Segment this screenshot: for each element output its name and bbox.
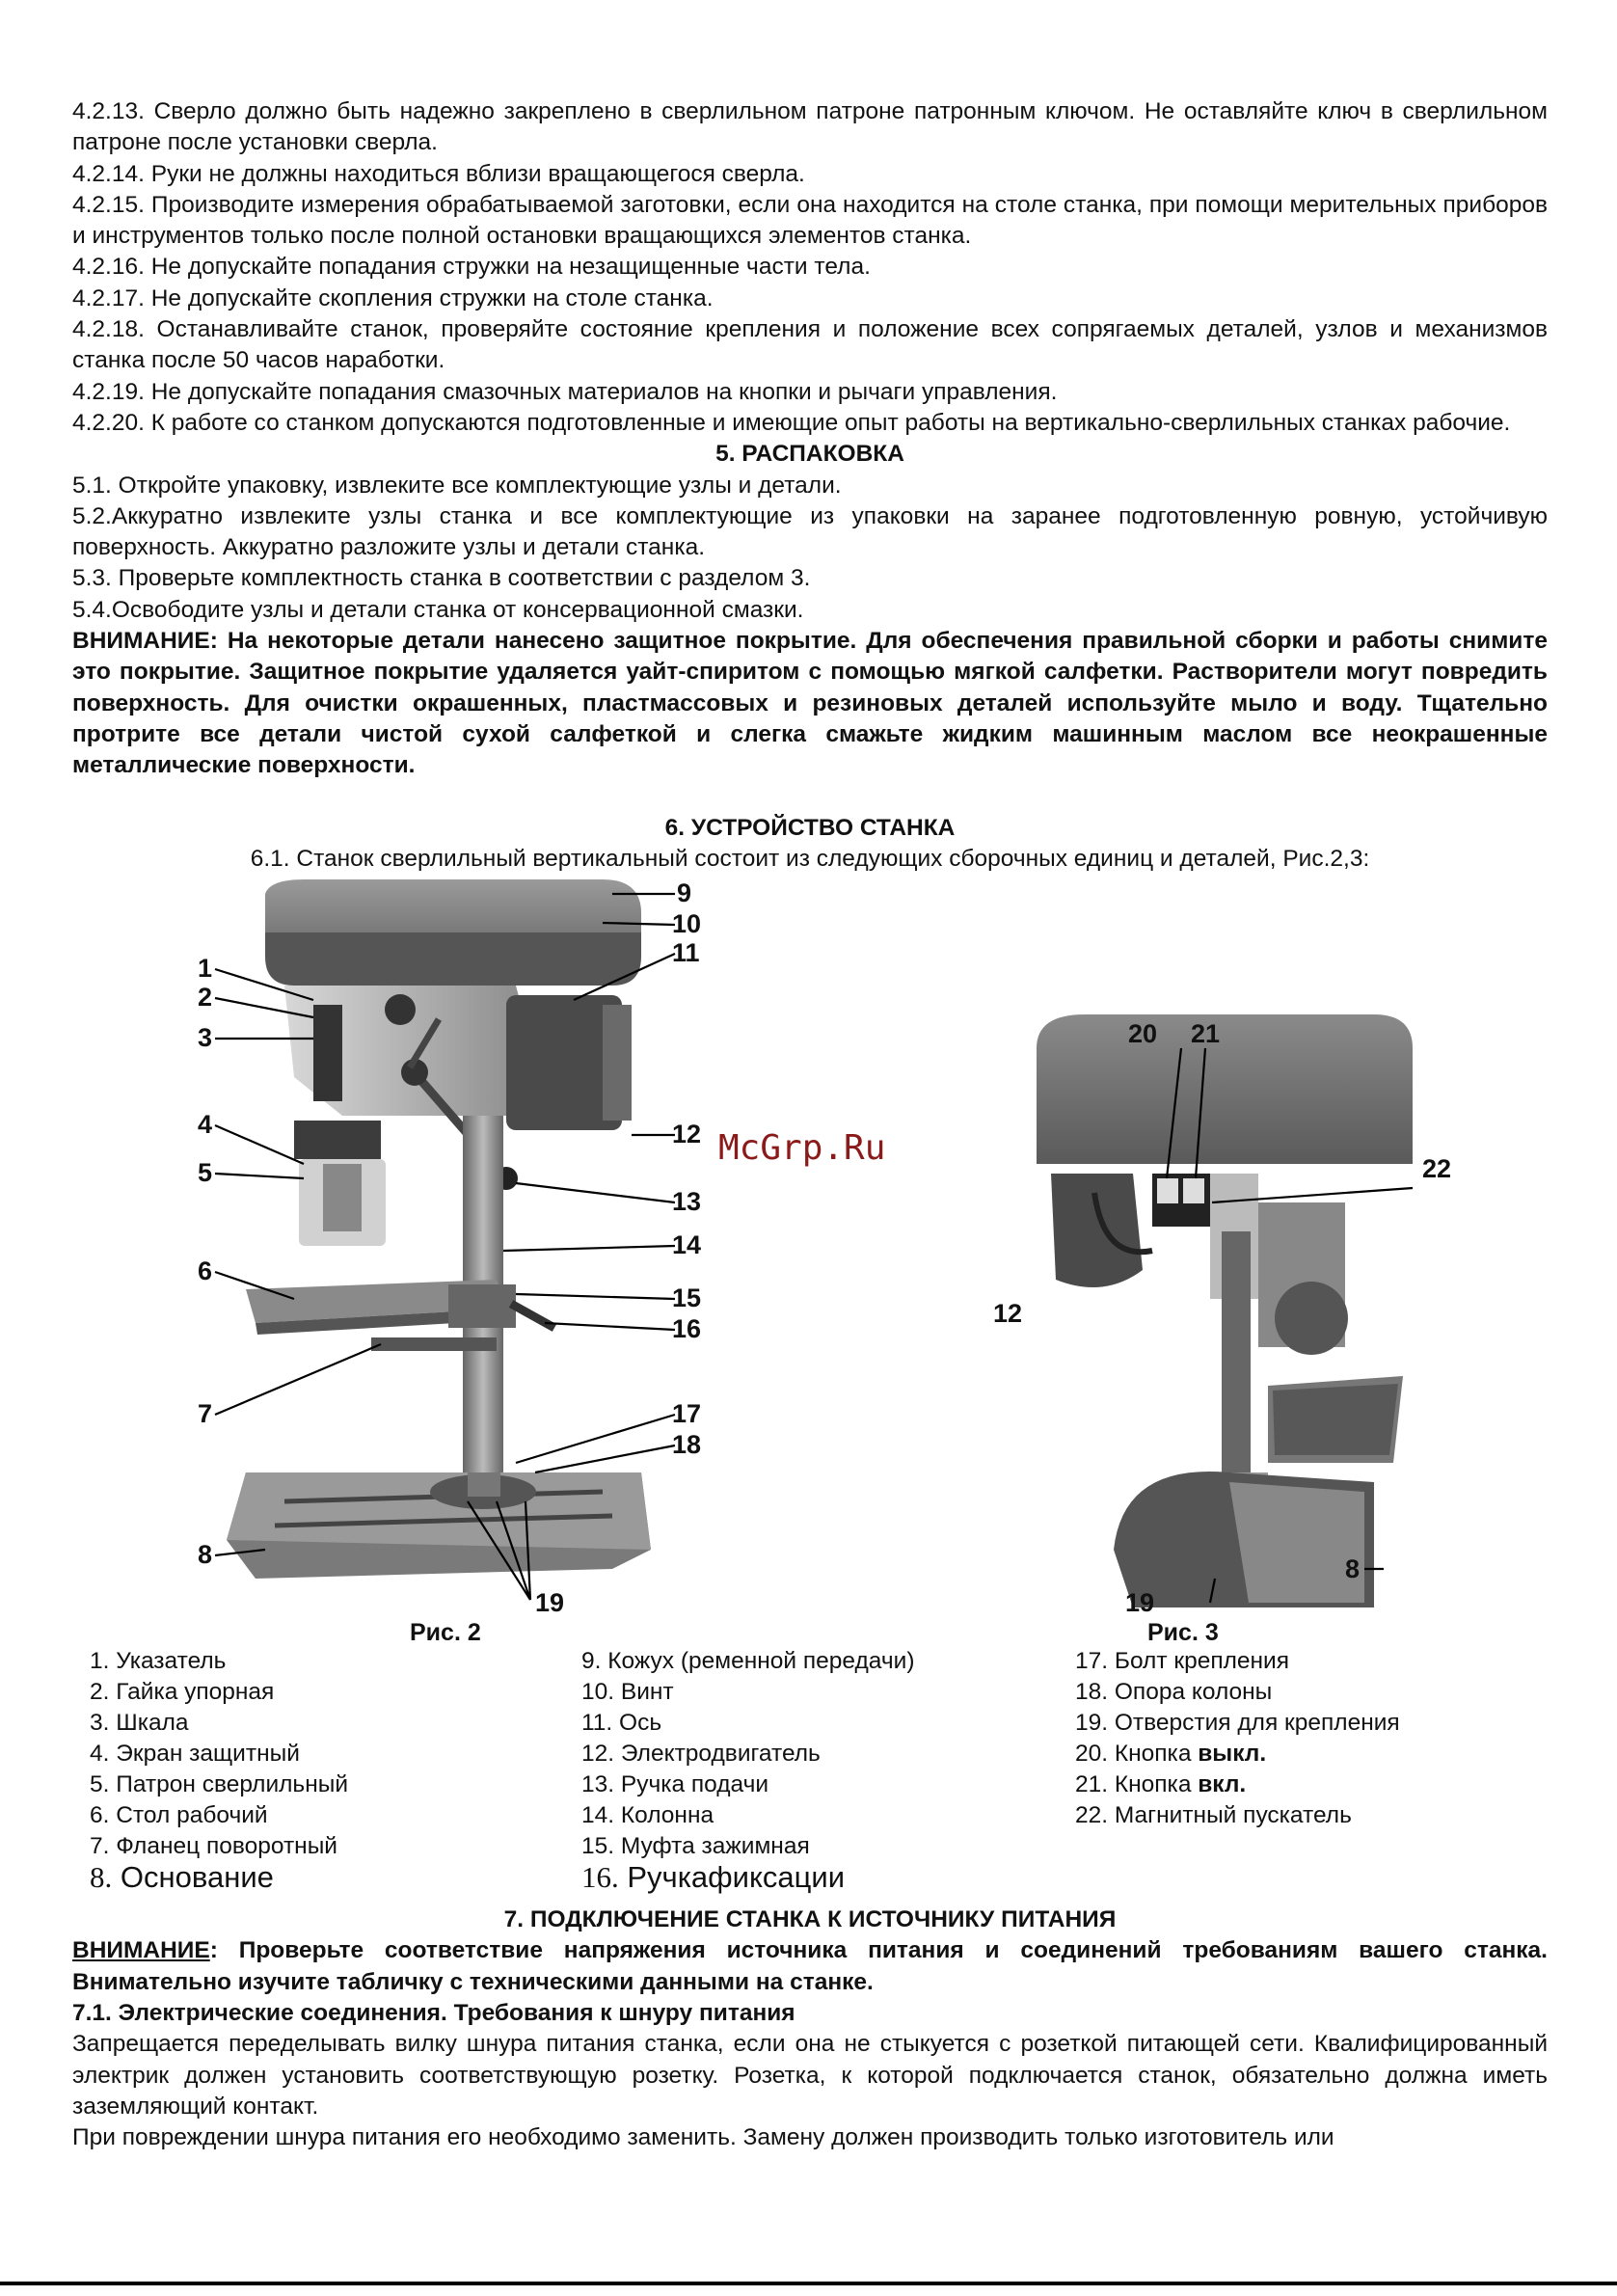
- legend-item: 9. Кожух (ременной передачи): [581, 1648, 915, 1675]
- legend-item: 2. Гайка упорная: [90, 1679, 275, 1706]
- fig2-label-13: 13: [672, 1187, 702, 1217]
- legend-item: 17. Болт крепления: [1075, 1648, 1289, 1675]
- watermark: McGrp.Ru: [718, 1128, 886, 1168]
- button-off-label: выкл.: [1198, 1741, 1267, 1768]
- clause-7-1-cord: При повреждении шнура питания его необходимо заменить. Замену должен производить только изготовитель или: [72, 2124, 1334, 2151]
- section-6-intro: 6.1. Станок сверлильный вертикальный состоит из следующих сборочных единиц и деталей, Рис.2,3:: [250, 845, 1370, 872]
- fig2-label-5: 5: [198, 1158, 213, 1188]
- clause-4-2-18: 4.2.18. Останавливайте станок, проверяйте состояние крепления и положение всех сопрягаемых деталей, узлов и механизмов станка после 50 часов наработки.: [72, 316, 1548, 374]
- fig2-label-2: 2: [198, 983, 213, 1013]
- button-on-label: вкл.: [1198, 1771, 1247, 1798]
- legend-col-2: [581, 1646, 915, 1897]
- section-5-title: 5. РАСПАКОВКА: [715, 441, 904, 468]
- legend-item: 22. Магнитный пускатель: [1075, 1802, 1352, 1829]
- figure-2-drill-press: [188, 875, 795, 1617]
- fig2-label-3: 3: [198, 1023, 213, 1053]
- fig2-label-19: 19: [535, 1588, 565, 1618]
- fig2-label-11: 11: [672, 938, 700, 968]
- fig2-label-16: 16: [672, 1314, 702, 1344]
- clause-7-1-title: 7.1. Электрические соединения. Требования к шнуру питания: [72, 2000, 795, 2027]
- legend-item-text: Ручкафиксации: [618, 1860, 846, 1895]
- legend-item: 18. Опора колоны: [1075, 1679, 1273, 1706]
- legend-item: [1075, 1739, 1400, 1769]
- legend-item: 1. Указатель: [90, 1648, 227, 1675]
- fig2-caption: Рис. 2: [410, 1619, 481, 1647]
- legend-item-text: Основание: [112, 1860, 274, 1895]
- fig3-label-8: 8: [1345, 1554, 1361, 1584]
- fig2-label-7: 7: [198, 1399, 213, 1429]
- legend-item: 11. Ось: [581, 1710, 662, 1737]
- clause-5-2: 5.2.Аккуратно извлеките узлы станка и все комплектующие из упаковки на заранее подготовленную ровную, устойчивую поверхность. Аккуратно разложите узлы и детали станка.: [72, 502, 1548, 561]
- fig2-label-15: 15: [672, 1283, 702, 1313]
- legend-item-number: 16.: [581, 1860, 619, 1895]
- legend-item: 6. Стол рабочий: [90, 1802, 268, 1829]
- figure-3-drill-press-rear: [959, 1010, 1499, 1627]
- clause-4-2-13: 4.2.13. Сверло должно быть надежно закреплено в сверлильном патроне патронным ключом. Не оставляйте ключ в сверлильном патроне после установки сверла.: [72, 98, 1548, 156]
- fig3-label-19: 19: [1125, 1588, 1155, 1618]
- fig2-label-9: 9: [677, 878, 692, 908]
- legend-item: 14. Колонна: [581, 1802, 714, 1829]
- legend-item: 3. Шкала: [90, 1710, 189, 1737]
- section-6-title: 6. УСТРОЙСТВО СТАНКА: [664, 814, 956, 841]
- fig2-label-10: 10: [672, 909, 702, 939]
- legend-item: [1075, 1769, 1400, 1800]
- fig2-label-17: 17: [672, 1399, 702, 1429]
- legend-item: [581, 1862, 915, 1897]
- document-page: [72, 96, 1548, 2154]
- legend-item: 7. Фланец поворотный: [90, 1833, 337, 1860]
- fig2-label-18: 18: [672, 1430, 702, 1460]
- legend-item: 10. Винт: [581, 1679, 674, 1706]
- legend-col-1: [90, 1646, 348, 1897]
- footer-rule: [0, 2282, 1617, 2285]
- fig3-label-12: 12: [993, 1299, 1023, 1329]
- clause-4-2-14: 4.2.14. Руки не должны находиться вблизи вращающегося сверла.: [72, 160, 805, 187]
- power-warning: [72, 1935, 1548, 1998]
- legend-item: 12. Электродвигатель: [581, 1741, 821, 1768]
- fig3-label-22: 22: [1422, 1154, 1452, 1184]
- warning-text: : Проверьте соответствие напряжения источника питания и соединений требованиям вашего станка. Внимательно изучите табличку с техническими данными на станке.: [72, 1937, 1548, 1995]
- figures-area: [72, 875, 1548, 1646]
- fig2-label-1: 1: [198, 954, 213, 984]
- legend-col-3: [1075, 1646, 1400, 1831]
- clause-5-4: 5.4.Освободите узлы и детали станка от консервационной смазки.: [72, 596, 804, 623]
- fig3-caption: Рис. 3: [1147, 1619, 1219, 1647]
- section-7-title: 7. ПОДКЛЮЧЕНИЕ СТАНКА К ИСТОЧНИКУ ПИТАНИЯ: [503, 1906, 1117, 1933]
- fig3-label-20: 20: [1128, 1019, 1158, 1049]
- fig2-label-6: 6: [198, 1256, 213, 1286]
- parts-legend: [72, 1646, 1548, 1904]
- clause-4-2-17: 4.2.17. Не допускайте скопления стружки на столе станка.: [72, 284, 714, 311]
- warning-label: ВНИМАНИЕ: [72, 1937, 210, 1964]
- clause-4-2-20: 4.2.20. К работе со станком допускаются подготовленные и имеющие опыт работы на вертикально-сверлильных станках рабочие.: [72, 409, 1511, 436]
- clause-7-1-text: Запрещается переделывать вилку шнура питания станка, если она не стыкуется с розеткой питающей сети. Квалифицированный электрик должен установить соответствующую розетку. Розетка, к которой подключается станок, обязательно должна иметь заземляющий контакт.: [72, 2031, 1548, 2120]
- legend-item-text: 20. Кнопка: [1075, 1741, 1199, 1768]
- legend-item: 13. Ручка подачи: [581, 1771, 769, 1798]
- legend-item: [90, 1862, 348, 1897]
- fig3-label-21: 21: [1191, 1019, 1221, 1049]
- fig2-label-12: 12: [672, 1120, 702, 1149]
- legend-item-text: 21. Кнопка: [1075, 1771, 1199, 1798]
- clause-5-1: 5.1. Откройте упаковку, извлеките все комплектующие узлы и детали.: [72, 472, 842, 499]
- legend-item-number: 8.: [90, 1860, 113, 1895]
- fig2-label-8: 8: [198, 1540, 213, 1570]
- fig2-label-14: 14: [672, 1230, 702, 1260]
- legend-item: 5. Патрон сверлильный: [90, 1771, 349, 1798]
- legend-item: 4. Экран защитный: [90, 1741, 300, 1768]
- clause-4-2-16: 4.2.16. Не допускайте попадания стружки на незащищенные части тела.: [72, 254, 871, 281]
- fig2-label-4: 4: [198, 1110, 213, 1140]
- clause-4-2-15: 4.2.15. Производите измерения обрабатываемой заготовки, если она находится на столе станка, при помощи мерительных приборов и инструментов только после полной остановки вращающихся элементов станка.: [72, 191, 1548, 250]
- clause-5-3: 5.3. Проверьте комплектность станка в соответствии с разделом 3.: [72, 565, 811, 592]
- legend-item: 15. Муфта зажимная: [581, 1833, 810, 1860]
- legend-item: 19. Отверстия для крепления: [1075, 1710, 1400, 1737]
- clause-4-2-19: 4.2.19. Не допускайте попадания смазочных материалов на кнопки и рычаги управления.: [72, 378, 1058, 405]
- unpacking-warning: ВНИМАНИЕ: На некоторые детали нанесено защитное покрытие. Для обеспечения правильной сборки и работы снимите это покрытие. Защитное покрытие удаляется уайт-спиритом с помощью мягкой салфетки. Растворители могут повредить поверхность. Для очистки окрашенных, пластмассовых и резиновых деталей используйте мыло и воду. Тщательно протрите все детали чистой сухой салфеткой и слегка смажьте жидким машинным маслом все неокрашенные металлические поверхности.: [72, 628, 1548, 779]
